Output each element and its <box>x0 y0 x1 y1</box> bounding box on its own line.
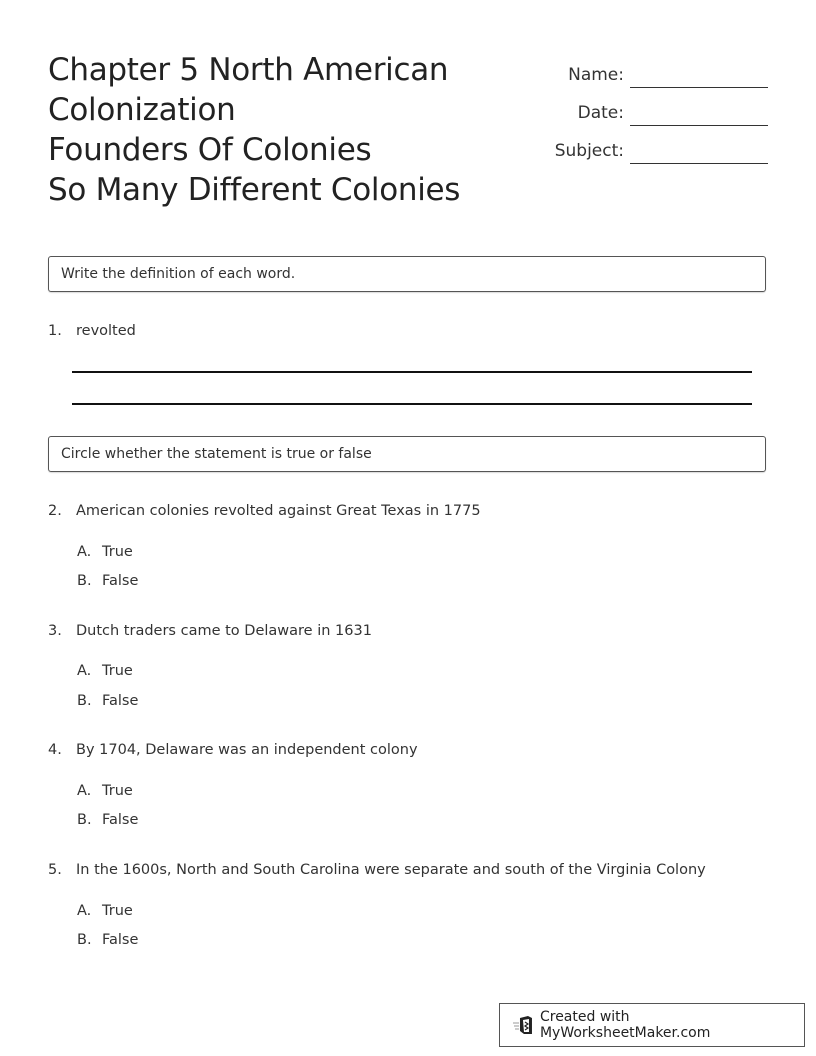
student-info-fields <box>508 50 768 164</box>
subject-blank[interactable] <box>630 139 768 164</box>
answer-line[interactable] <box>72 371 752 373</box>
option-true[interactable] <box>77 783 133 799</box>
title-line: Colonization <box>48 92 236 128</box>
option-text: False <box>102 812 139 828</box>
question-1 <box>48 323 136 339</box>
option-false[interactable] <box>77 812 138 828</box>
question-number: 5. <box>48 862 62 878</box>
subject-label: Subject: <box>554 141 624 161</box>
option-text: True <box>102 783 133 799</box>
answer-line[interactable] <box>72 403 752 405</box>
option-letter: B. <box>77 693 92 709</box>
question-number: 3. <box>48 623 62 639</box>
title-line: So Many Different Colonies <box>48 172 461 208</box>
question-2 <box>48 503 481 519</box>
question-5 <box>48 862 706 878</box>
question-text: By 1704, Delaware was an independent colony <box>76 742 418 758</box>
option-text: False <box>102 693 139 709</box>
option-text: True <box>102 544 133 560</box>
date-label: Date: <box>577 103 624 123</box>
option-letter: B. <box>77 932 92 948</box>
name-label: Name: <box>568 65 624 85</box>
option-letter: A. <box>77 783 92 799</box>
option-letter: A. <box>77 903 92 919</box>
option-letter: B. <box>77 812 92 828</box>
question-4 <box>48 742 418 758</box>
title-line: Founders Of Colonies <box>48 132 372 168</box>
worksheet-title <box>48 50 528 210</box>
option-text: False <box>102 573 139 589</box>
option-false[interactable] <box>77 932 138 948</box>
question-number: 4. <box>48 742 62 758</box>
option-text: True <box>102 903 133 919</box>
question-number: 2. <box>48 503 62 519</box>
question-text: revolted <box>76 323 136 339</box>
question-text: Dutch traders came to Delaware in 1631 <box>76 623 372 639</box>
name-blank[interactable] <box>630 63 768 88</box>
instruction-box: Write the definition of each word. <box>48 256 766 292</box>
footer-credit[interactable] <box>499 1003 805 1047</box>
date-blank[interactable] <box>630 101 768 126</box>
option-false[interactable] <box>77 693 138 709</box>
option-text: False <box>102 932 139 948</box>
question-3 <box>48 623 372 639</box>
option-letter: A. <box>77 544 92 560</box>
question-text: American colonies revolted against Great Texas in 1775 <box>76 503 481 519</box>
title-line: Chapter 5 North American <box>48 52 449 88</box>
option-letter: A. <box>77 663 92 679</box>
date-field <box>508 88 768 126</box>
option-text: True <box>102 663 133 679</box>
option-false[interactable] <box>77 573 138 589</box>
option-letter: B. <box>77 573 92 589</box>
option-true[interactable] <box>77 903 133 919</box>
subject-field <box>508 126 768 164</box>
footer-text: Created with MyWorksheetMaker.com <box>539 1009 711 1041</box>
worksheet-maker-logo-icon <box>512 1015 534 1035</box>
instruction-box: Circle whether the statement is true or false <box>48 436 766 472</box>
question-text: In the 1600s, North and South Carolina were separate and south of the Virginia Colony <box>76 862 706 878</box>
option-true[interactable] <box>77 544 133 560</box>
question-number: 1. <box>48 323 62 339</box>
option-true[interactable] <box>77 663 133 679</box>
name-field <box>508 50 768 88</box>
